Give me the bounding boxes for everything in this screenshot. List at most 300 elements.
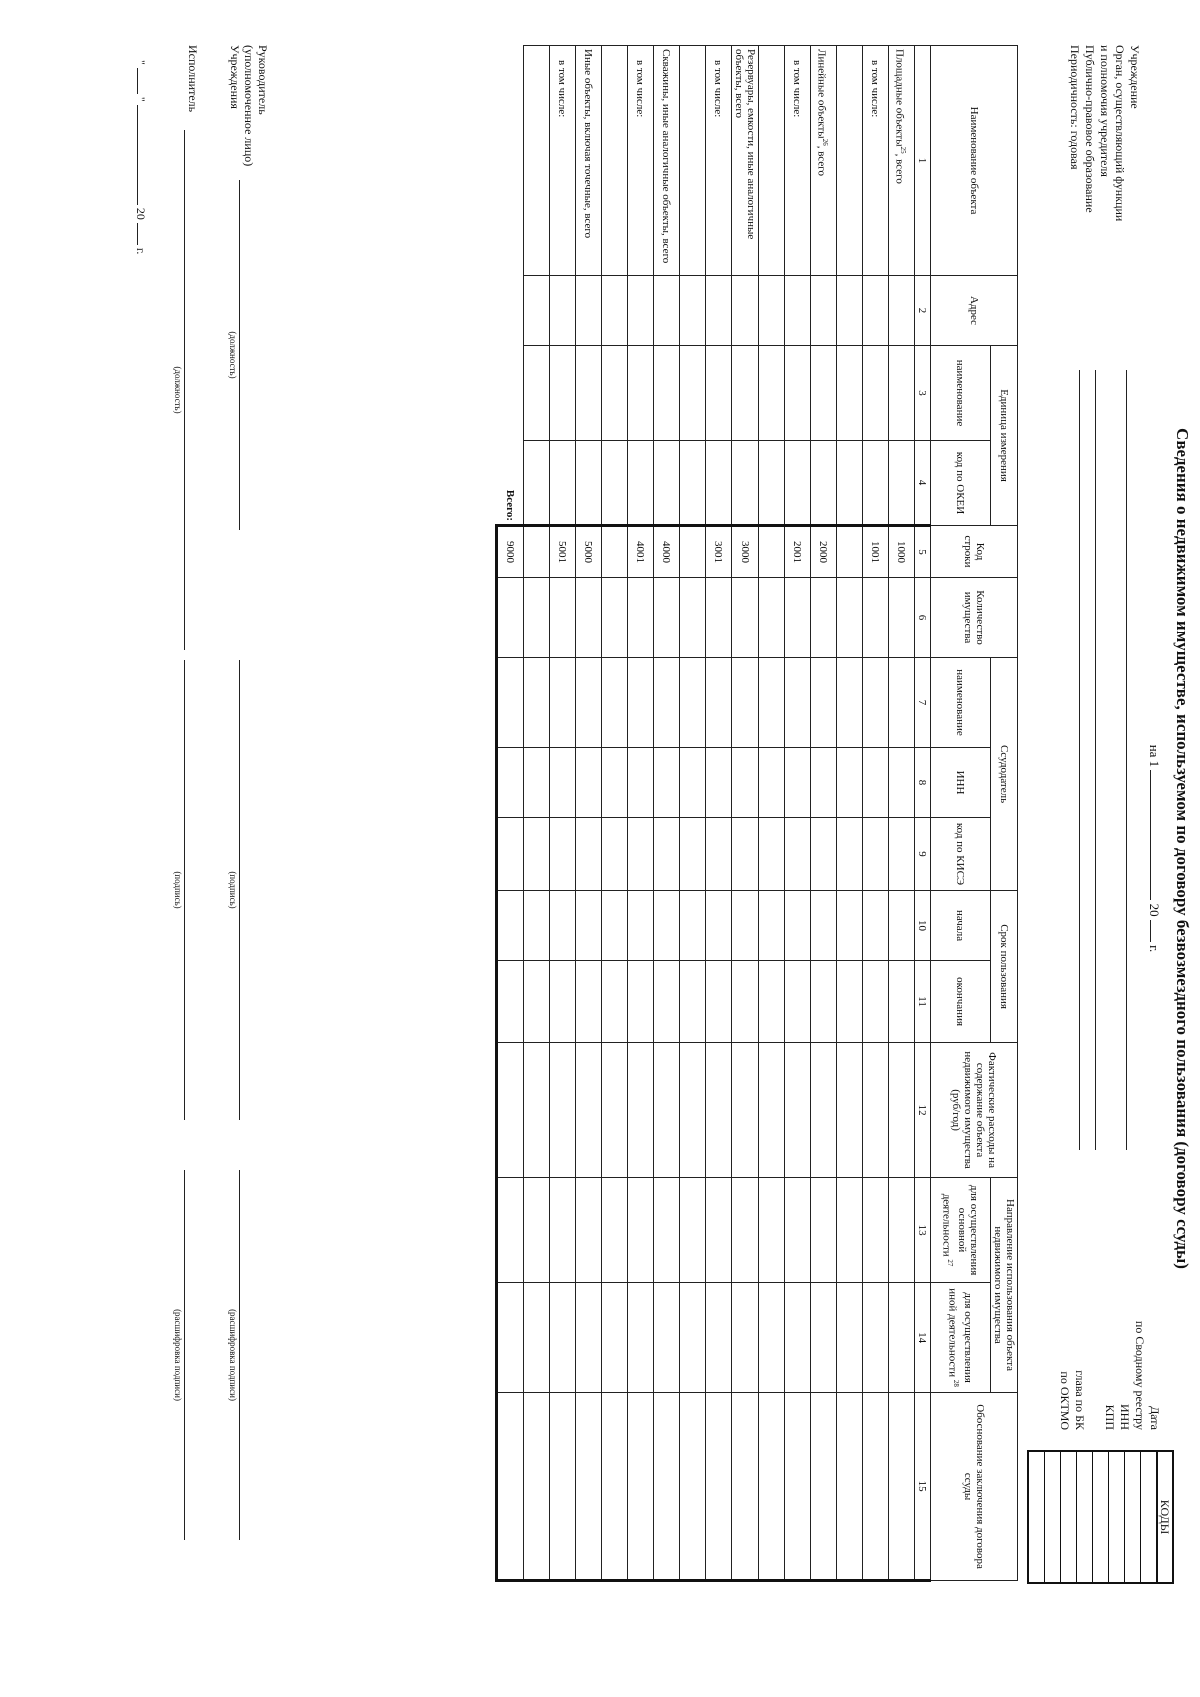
data-cell[interactable] [889,818,915,891]
data-cell[interactable] [759,346,785,441]
data-cell[interactable] [811,818,837,891]
code-cell-registry[interactable] [1124,1452,1140,1582]
code-cell-date[interactable] [1140,1452,1156,1582]
data-cell[interactable] [889,441,915,526]
data-cell[interactable] [732,1393,759,1581]
data-cell[interactable] [837,658,863,748]
data-cell[interactable] [785,658,811,748]
data-cell[interactable] [550,818,576,891]
data-cell[interactable] [550,1283,576,1393]
col-number-13: 13 [915,1178,931,1283]
data-cell[interactable] [837,441,863,526]
data-cell[interactable] [811,1393,837,1581]
table-row [628,46,654,1581]
executor-decode-caption: (расшифровка подписи) [173,1309,183,1401]
total-cell[interactable] [497,578,524,658]
data-cell[interactable] [602,441,628,526]
data-cell[interactable] [602,1043,628,1178]
data-cell[interactable] [889,1178,915,1283]
row-name: в том числе: [628,46,654,276]
label-public-entity: Публично-правовое образование [1083,45,1097,213]
data-cell[interactable] [550,1393,576,1581]
data-cell[interactable] [759,441,785,526]
data-cell[interactable] [576,1283,602,1393]
total-cell[interactable] [497,1393,524,1581]
data-cell[interactable] [863,1393,889,1581]
head-signature-caption: (подпись) [228,871,238,909]
head-signature-line[interactable] [239,660,240,1120]
row-name: Площадные объекты$^{25}$, всего [889,46,915,276]
col-header-unit: Единица измерения [991,346,1018,526]
col-header-name: Наименование объекта [931,46,1018,276]
data-cell[interactable] [628,1393,654,1581]
data-cell[interactable] [785,748,811,818]
data-cell[interactable] [759,1283,785,1393]
date-year-suffix: г. [1147,945,1162,953]
code-cell-extra[interactable] [1029,1452,1044,1582]
data-cell[interactable] [602,1393,628,1581]
row-code: 2000 [811,526,837,578]
code-label-blank [1087,1190,1102,1430]
data-cell[interactable] [602,961,628,1043]
data-cell[interactable] [576,1043,602,1178]
data-cell[interactable] [550,346,576,441]
data-cell[interactable] [680,658,706,748]
data-cell[interactable] [732,748,759,818]
data-cell[interactable] [654,346,680,441]
institution-line[interactable] [1126,370,1142,1150]
row-code: 2001 [785,526,811,578]
data-cell[interactable] [550,658,576,748]
data-cell[interactable] [680,748,706,818]
data-cell[interactable] [811,961,837,1043]
executor-signature-caption: (подпись) [173,871,183,909]
data-cell[interactable] [889,578,915,658]
total-cell[interactable] [497,891,524,961]
table-row [785,46,811,1581]
data-cell[interactable] [680,346,706,441]
data-cell[interactable] [680,1043,706,1178]
data-cell[interactable] [550,276,576,346]
data-cell[interactable] [732,658,759,748]
data-cell[interactable] [602,276,628,346]
data-cell[interactable] [550,1043,576,1178]
data-cell[interactable] [863,1283,889,1393]
data-cell[interactable] [811,1283,837,1393]
data-cell[interactable] [759,1393,785,1581]
data-cell[interactable] [628,578,654,658]
total-cell[interactable] [497,961,524,1043]
data-cell[interactable] [785,961,811,1043]
data-cell[interactable] [524,748,550,818]
col-number-3: 3 [915,346,931,441]
data-cell[interactable] [680,1393,706,1581]
data-cell[interactable] [863,276,889,346]
row-code [759,526,785,578]
head-signature-label: Руководитель (уполномоченное лицо) Учреждения [228,45,270,167]
code-cell-blank[interactable] [1076,1452,1092,1582]
data-cell[interactable] [732,961,759,1043]
row-name [837,46,863,276]
data-cell[interactable] [628,658,654,748]
total-cell[interactable] [497,1043,524,1178]
data-cell[interactable] [811,1178,837,1283]
head-position-line[interactable] [239,180,240,530]
data-cell[interactable] [628,818,654,891]
data-cell[interactable] [837,578,863,658]
col-number-11: 11 [915,961,931,1043]
data-cell[interactable] [785,1043,811,1178]
data-cell[interactable] [524,1043,550,1178]
table-row [550,46,576,1581]
data-cell[interactable] [863,441,889,526]
data-cell[interactable] [811,891,837,961]
data-cell[interactable] [576,891,602,961]
code-cell-kpp[interactable] [1092,1452,1108,1582]
data-cell[interactable] [732,1283,759,1393]
col-header-unit-name: наименование [931,346,991,441]
row-name: Резервуары, емкости, иные аналогичные объекты, всего [732,46,759,276]
data-cell[interactable] [732,578,759,658]
data-cell[interactable] [811,346,837,441]
data-cell[interactable] [628,1043,654,1178]
data-cell[interactable] [706,891,732,961]
data-cell[interactable] [654,891,680,961]
data-cell[interactable] [863,1178,889,1283]
data-cell[interactable] [628,961,654,1043]
table-row [706,46,732,1581]
data-cell[interactable] [524,346,550,441]
data-cell[interactable] [654,961,680,1043]
data-cell[interactable] [759,1043,785,1178]
row-code: 3001 [706,526,732,578]
data-cell[interactable] [524,1283,550,1393]
data-cell[interactable] [550,441,576,526]
data-cell[interactable] [759,818,785,891]
data-cell[interactable] [524,891,550,961]
data-cell[interactable] [524,658,550,748]
data-cell[interactable] [811,441,837,526]
row-name: Линейные объекты$^{26}$, всего [811,46,837,276]
data-cell[interactable] [654,658,680,748]
executor-position-line[interactable] [184,130,185,650]
col-header-address: Адрес [931,276,1018,346]
data-cell[interactable] [550,891,576,961]
data-cell[interactable] [863,346,889,441]
total-cell[interactable] [497,818,524,891]
code-label-kpp: КПП [1103,1404,1117,1430]
data-cell[interactable] [602,346,628,441]
data-cell[interactable] [680,891,706,961]
data-cell[interactable] [889,276,915,346]
report-date-line [1146,0,1162,1697]
data-cell[interactable] [602,818,628,891]
data-cell[interactable] [654,748,680,818]
table-row [732,46,759,1581]
data-cell[interactable] [706,441,732,526]
label-founder-1: Орган, осуществляющий функции [1113,45,1127,222]
data-cell[interactable] [811,658,837,748]
row-name: в том числе: [785,46,811,276]
data-cell[interactable] [732,1178,759,1283]
data-cell[interactable] [576,441,602,526]
table-row [837,46,863,1581]
col-header-quantity: Количество имущества [931,578,1018,658]
data-cell[interactable] [863,818,889,891]
col-header-lender: Ссудодатель [991,658,1018,891]
data-cell[interactable] [706,276,732,346]
data-cell[interactable] [785,578,811,658]
data-cell[interactable] [706,1178,732,1283]
code-cell-inn[interactable] [1108,1452,1124,1582]
col-header-lender-name: наименование [931,658,991,748]
data-cell[interactable] [602,748,628,818]
data-cell[interactable] [785,441,811,526]
data-cell[interactable] [889,891,915,961]
data-cell[interactable] [706,961,732,1043]
code-label-oktmo: по ОКТМО [1058,1371,1072,1430]
data-cell[interactable] [837,1043,863,1178]
data-cell[interactable] [889,658,915,748]
data-cell[interactable] [602,1283,628,1393]
data-cell[interactable] [889,748,915,818]
col-number-5: 5 [915,526,931,578]
table-row [654,46,680,1581]
total-cell[interactable] [497,1283,524,1393]
executor-position-caption: (должность) [173,366,183,414]
data-cell[interactable] [837,346,863,441]
data-cell[interactable] [759,578,785,658]
data-cell[interactable] [759,961,785,1043]
data-cell[interactable] [654,578,680,658]
data-cell[interactable] [680,578,706,658]
data-cell[interactable] [524,441,550,526]
data-cell[interactable] [811,578,837,658]
executor-decode-line[interactable] [184,1170,185,1540]
data-cell[interactable] [628,748,654,818]
head-decode-caption: (расшифровка подписи) [228,1309,238,1401]
data-cell[interactable] [524,818,550,891]
table-row [680,46,706,1581]
data-cell[interactable] [576,658,602,748]
data-cell[interactable] [524,1178,550,1283]
data-cell[interactable] [889,961,915,1043]
data-cell[interactable] [524,578,550,658]
data-cell[interactable] [785,346,811,441]
data-cell[interactable] [811,1043,837,1178]
total-cell[interactable] [497,748,524,818]
table-body [497,46,915,1581]
col-number-12: 12 [915,1043,931,1178]
col-number-14: 14 [915,1283,931,1393]
data-cell[interactable] [706,578,732,658]
data-cell[interactable] [680,276,706,346]
col-header-basis: Обоснование заключения договора ссуды [931,1393,1018,1581]
data-cell[interactable] [785,1393,811,1581]
data-cell[interactable] [863,1043,889,1178]
data-cell[interactable] [837,1178,863,1283]
data-cell[interactable] [628,441,654,526]
data-cell[interactable] [863,578,889,658]
data-cell[interactable] [889,1043,915,1178]
data-cell[interactable] [759,748,785,818]
data-cell[interactable] [680,441,706,526]
data-cell[interactable] [576,748,602,818]
data-cell[interactable] [889,1283,915,1393]
code-label-inn: ИНН [1118,1404,1132,1430]
data-cell[interactable] [706,346,732,441]
data-cell[interactable] [576,1393,602,1581]
data-cell[interactable] [837,891,863,961]
data-cell[interactable] [785,276,811,346]
data-cell[interactable] [550,578,576,658]
data-cell[interactable] [628,891,654,961]
row-code: 3000 [732,526,759,578]
data-cell[interactable] [628,276,654,346]
data-cell[interactable] [524,276,550,346]
col-header-expenses: Фактические расходы на содержание объекта недвижимого имущества (руб/год) [931,1043,1018,1178]
public-entity-line[interactable] [1079,370,1095,1150]
data-cell[interactable] [863,891,889,961]
data-cell[interactable] [602,578,628,658]
column-number-row [915,46,931,1581]
data-cell[interactable] [576,346,602,441]
data-cell[interactable] [654,441,680,526]
code-label-date: Дата [1148,1406,1162,1430]
data-cell[interactable] [759,658,785,748]
data-cell[interactable] [680,818,706,891]
data-cell[interactable] [837,818,863,891]
col-number-9: 9 [915,818,931,891]
row-name [524,46,550,276]
data-cell[interactable] [759,891,785,961]
data-cell[interactable] [576,276,602,346]
data-cell[interactable] [706,1283,732,1393]
data-cell[interactable] [524,961,550,1043]
total-cell[interactable] [497,1178,524,1283]
data-cell[interactable] [706,658,732,748]
data-cell[interactable] [732,346,759,441]
data-cell[interactable] [732,1043,759,1178]
row-code: 1000 [889,526,915,578]
data-cell[interactable] [628,1178,654,1283]
head-decode-line[interactable] [239,1170,240,1540]
data-cell[interactable] [732,891,759,961]
table-row [576,46,602,1581]
data-cell[interactable] [785,1283,811,1393]
row-name: в том числе: [863,46,889,276]
data-cell[interactable] [732,276,759,346]
code-cell-oktmo[interactable] [1044,1452,1060,1582]
label-founder-2: и полномочия учредителя [1098,45,1112,177]
data-cell[interactable] [654,1283,680,1393]
row-name [759,46,785,276]
data-cell[interactable] [863,748,889,818]
row-code [524,526,550,578]
data-cell[interactable] [785,891,811,961]
data-cell[interactable] [706,1393,732,1581]
data-cell[interactable] [628,346,654,441]
data-cell[interactable] [837,1283,863,1393]
data-cell[interactable] [654,1393,680,1581]
code-cell-bk[interactable] [1060,1452,1076,1582]
data-cell[interactable] [550,748,576,818]
data-cell[interactable] [654,276,680,346]
data-cell[interactable] [602,658,628,748]
data-cell[interactable] [706,818,732,891]
label-periodicity: Периодичность: годовая [1068,45,1082,170]
codes-box [1027,1450,1174,1584]
date-prefix: на 1 [1147,744,1162,768]
founder-line[interactable] [1095,370,1111,1150]
data-cell[interactable] [576,818,602,891]
data-cell[interactable] [889,1393,915,1581]
data-cell[interactable] [837,276,863,346]
data-cell[interactable] [759,1178,785,1283]
data-cell[interactable] [732,818,759,891]
data-cell[interactable] [524,1393,550,1581]
data-cell[interactable] [602,1178,628,1283]
data-cell[interactable] [837,1393,863,1581]
data-cell[interactable] [628,1283,654,1393]
col-number-1: 1 [915,46,931,276]
data-cell[interactable] [550,961,576,1043]
col-header-lender-kise: код по КИСЭ [931,818,991,891]
data-cell[interactable] [576,961,602,1043]
data-cell[interactable] [706,748,732,818]
data-cell[interactable] [785,1178,811,1283]
col-number-15: 15 [915,1393,931,1581]
data-cell[interactable] [889,346,915,441]
col-header-usage-main: для осуществления основной деятельности $^{27}$ [931,1178,991,1283]
form-title: Сведения о недвижимом имуществе, используемом по договору безвозмездного пользования (договору ссуды) [1173,428,1192,1269]
data-cell[interactable] [654,1178,680,1283]
data-cell[interactable] [837,748,863,818]
data-cell[interactable] [811,748,837,818]
data-cell[interactable] [550,1178,576,1283]
total-row [497,46,524,1581]
data-cell[interactable] [576,578,602,658]
col-header-row-code: Код строки [931,526,1018,578]
data-cell[interactable] [837,961,863,1043]
data-cell[interactable] [759,276,785,346]
data-cell[interactable] [811,276,837,346]
data-cell[interactable] [706,1043,732,1178]
row-code: 4000 [654,526,680,578]
data-cell[interactable] [863,658,889,748]
col-header-usage: Направление использования объекта недвижимого имущества [991,1178,1018,1393]
row-code [602,526,628,578]
data-cell[interactable] [654,1043,680,1178]
executor-signature-line[interactable] [184,660,185,1120]
data-cell[interactable] [732,441,759,526]
row-code: 5000 [576,526,602,578]
data-cell[interactable] [576,1178,602,1283]
data-cell[interactable] [863,961,889,1043]
data-cell[interactable] [680,1283,706,1393]
data-cell[interactable] [654,818,680,891]
col-header-lender-inn: ИНН [931,748,991,818]
row-code: 4001 [628,526,654,578]
total-cell[interactable] [497,658,524,748]
codes-labels [1057,1190,1162,1430]
data-cell[interactable] [785,818,811,891]
data-cell[interactable] [602,891,628,961]
data-cell[interactable] [680,1178,706,1283]
data-cell[interactable] [680,961,706,1043]
col-number-4: 4 [915,441,931,526]
total-label: Всего: [503,489,516,522]
